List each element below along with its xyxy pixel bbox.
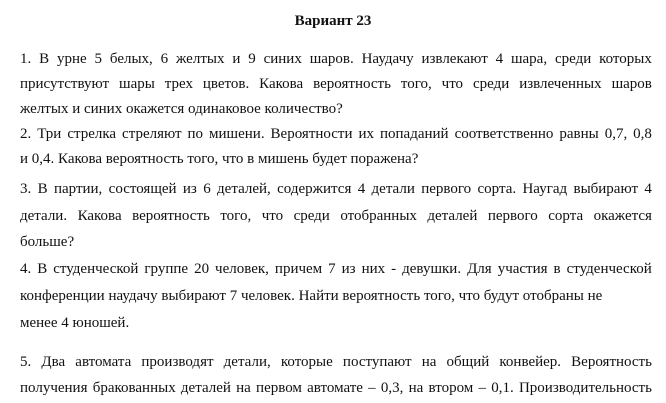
word: Три — [37, 126, 62, 142]
word: 5. — [20, 354, 32, 370]
problem-5-line-1 — [20, 352, 652, 372]
word: первого — [421, 181, 472, 197]
word: на — [421, 354, 437, 370]
word: и — [232, 51, 241, 67]
problem-4-line-1 — [20, 259, 652, 279]
problem-2-line-1 — [20, 124, 652, 144]
word: – — [478, 380, 487, 396]
text-run — [20, 378, 652, 398]
problem-3-line-1 — [20, 179, 652, 199]
word: первом — [256, 380, 302, 396]
word: деталей — [180, 380, 231, 396]
text-run — [20, 259, 652, 279]
word: общий — [446, 354, 490, 370]
word: вероятность — [132, 208, 210, 224]
word: В — [37, 181, 48, 197]
word: бракованных — [92, 380, 176, 396]
word: В — [37, 261, 48, 277]
word: производят — [141, 354, 214, 370]
word: по — [187, 126, 204, 142]
problem-1-line-3: желтых и синих окажется одинаковое количество? — [20, 101, 343, 117]
word: мишени. — [209, 126, 265, 142]
word: на — [236, 380, 251, 396]
problem-3-line-3: больше? — [20, 234, 75, 250]
problem-3-line-2 — [20, 206, 652, 226]
word: Наудачу — [361, 51, 414, 67]
word: участия — [497, 261, 548, 277]
word: Вероятность — [571, 354, 652, 370]
word: 0,8 — [633, 126, 652, 142]
word: шары — [119, 76, 155, 92]
word: детали. — [20, 208, 68, 224]
word: 4 — [644, 181, 652, 197]
word: В — [39, 51, 50, 67]
word: желтых — [176, 51, 225, 67]
word: Какова — [259, 76, 304, 92]
word: выбирают — [573, 181, 639, 197]
word: окажется — [593, 208, 652, 224]
word: девушки. — [402, 261, 462, 277]
word: того, — [220, 208, 252, 224]
word: извлекают — [421, 51, 488, 67]
word: 2. — [20, 126, 32, 142]
word: соответственно — [454, 126, 554, 142]
word: 4. — [20, 261, 32, 277]
word: что — [261, 208, 284, 224]
word: студенческой — [566, 261, 652, 277]
word: синих — [263, 51, 302, 67]
word: которые — [280, 354, 333, 370]
word: Какова — [77, 208, 122, 224]
word: извлеченных — [519, 76, 602, 92]
word: них — [361, 261, 386, 277]
word: шаров — [611, 76, 652, 92]
word: 1. — [20, 51, 32, 67]
word: вероятность — [313, 76, 391, 92]
word: получения — [20, 380, 88, 396]
word: 6 — [203, 181, 211, 197]
word: Вероятности — [270, 126, 353, 142]
word: 5 — [94, 51, 103, 67]
text-run — [20, 352, 652, 372]
word: шара, — [510, 51, 548, 67]
text-run — [20, 206, 652, 226]
word: 20 — [194, 261, 210, 277]
word: студенческой — [53, 261, 139, 277]
word: из — [182, 181, 197, 197]
word: отобранных — [340, 208, 417, 224]
word: содержится — [277, 181, 352, 197]
word: стрелка — [67, 126, 117, 142]
word: 9 — [248, 51, 256, 67]
word: белых, — [109, 51, 153, 67]
word: в — [553, 261, 561, 277]
word: присутствуют — [20, 76, 110, 92]
word: первого — [487, 208, 538, 224]
word: 4 — [495, 51, 504, 67]
word: партии, — [53, 181, 103, 197]
word: трех — [164, 76, 193, 92]
word: Производительность — [518, 380, 652, 396]
word: детали — [371, 181, 415, 197]
problem-4-line-2: конференции наудачу выбирают 7 человек. Найти вероятность того, что будут отобраны не — [20, 288, 603, 304]
word: 6 — [160, 51, 169, 67]
text-run — [20, 49, 652, 69]
word: шаров. — [309, 51, 354, 67]
word: равны — [559, 126, 599, 142]
word: их — [358, 126, 375, 142]
problem-1-line-1 — [20, 49, 652, 69]
word: стреляют — [122, 126, 182, 142]
word: сорта — [548, 208, 584, 224]
word: Для — [467, 261, 492, 277]
word: детали, — [223, 354, 271, 370]
word: среди — [472, 76, 510, 92]
problem-5-line-2 — [20, 378, 652, 398]
word: конвейер. — [499, 354, 562, 370]
word: Наугад — [522, 181, 568, 197]
word: 0,1. — [491, 380, 514, 396]
word: деталей, — [217, 181, 271, 197]
word: сорта. — [477, 181, 517, 197]
text-run — [20, 74, 652, 94]
word: среди — [554, 51, 592, 67]
problem-2-line-2: и 0,4. Какова вероятность того, что в мишень будет поражена? — [20, 151, 419, 167]
word: 3. — [20, 181, 32, 197]
word: деталей — [427, 208, 478, 224]
word: Два — [41, 354, 66, 370]
word: – — [368, 380, 376, 396]
word: группе — [144, 261, 189, 277]
word: человек, — [215, 261, 269, 277]
word: поступают — [342, 354, 412, 370]
word: из — [341, 261, 356, 277]
word: причем — [274, 261, 323, 277]
variant-title: Вариант 23 — [294, 13, 372, 29]
word: попаданий — [380, 126, 449, 142]
word: 0,7, — [604, 126, 628, 142]
word: втором — [428, 380, 474, 396]
word: на — [408, 380, 424, 396]
word: - — [391, 261, 397, 277]
word: состоящей — [108, 181, 177, 197]
word: автомата — [75, 354, 132, 370]
word: среди — [293, 208, 330, 224]
word: 0,3, — [380, 380, 404, 396]
word: 7 — [328, 261, 336, 277]
text-run — [20, 124, 652, 144]
word: урне — [56, 51, 87, 67]
text-run — [20, 179, 652, 199]
problem-4-line-3: менее 4 юношей. — [20, 315, 130, 331]
word: того, — [400, 76, 432, 92]
word: которых — [599, 51, 652, 67]
problem-1-line-2 — [20, 74, 652, 94]
word: что — [441, 76, 464, 92]
word: цветов. — [202, 76, 250, 92]
word: автомате — [307, 380, 363, 396]
word: 4 — [357, 181, 366, 197]
